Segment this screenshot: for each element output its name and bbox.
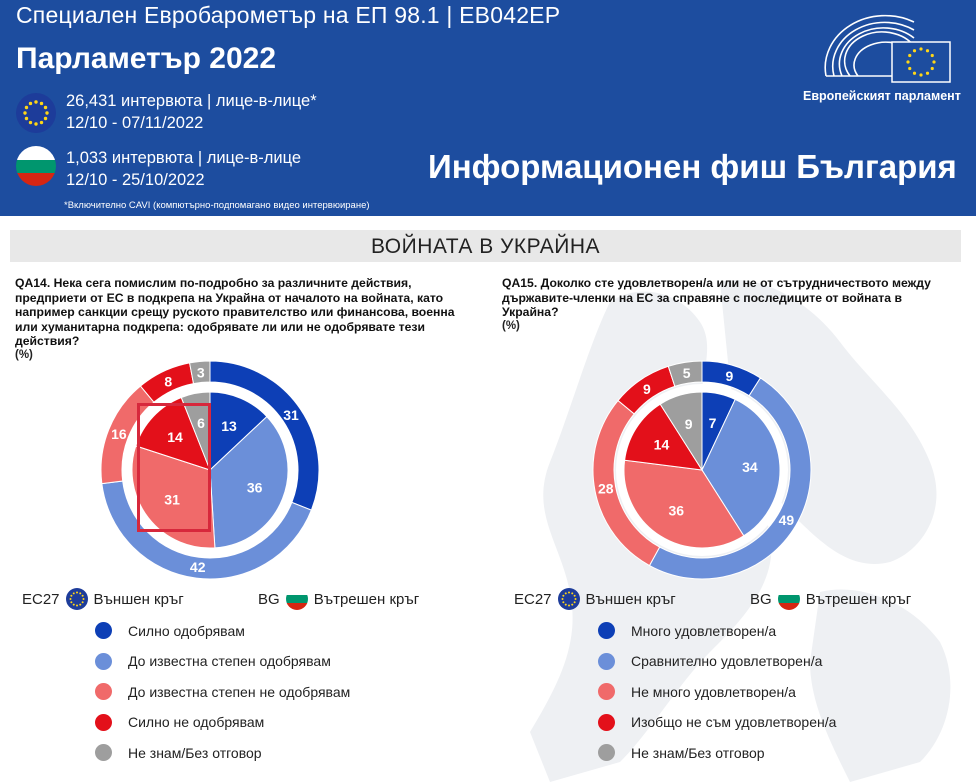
outer-ring-label: Външен кръг xyxy=(585,590,676,608)
legend-label: До известна степен не одобрявам xyxy=(128,683,351,700)
bg-label: BG xyxy=(258,590,280,608)
question-qa14: QA14. Нека сега помислим по-подробно за различните действия, предприети от ЕС в подкрепа на Украйна от началото на войната, като например санкции срещу руското правителство или финансова, военна или хуманитарна подкрепа: одобрявате ли или не одобрявате тези действия? xyxy=(15,276,455,348)
eu-mini-flag-icon xyxy=(558,588,580,610)
method-note: *Включително CAVI (компютърно-подпомагано видео интервюиране) xyxy=(64,200,370,211)
legend-item xyxy=(95,744,262,761)
question-qa15: QA15. Доколко сте удовлетворен/а или не от сътрудничеството между държавите-членки на ЕС за справяне с последиците от войната в Украйна? xyxy=(502,276,931,319)
outer-ring-label-4: 8 xyxy=(164,373,173,390)
outer-ring-label: Външен кръг xyxy=(93,590,184,608)
inner-pie-label-4: 14 xyxy=(653,436,670,453)
legend-item xyxy=(598,744,765,761)
outer-ring-label-5: 5 xyxy=(682,365,691,382)
legend-label: Не много удовлетворен/а xyxy=(631,683,796,700)
legend-item xyxy=(598,714,836,731)
legend-item xyxy=(598,622,776,639)
legend-swatch xyxy=(95,683,112,700)
qa14-inner-key xyxy=(258,588,419,610)
legend-item xyxy=(95,653,331,670)
institution-name: Европейският парламент xyxy=(803,89,961,103)
section-title: ВОЙНАТА В УКРАЙНА xyxy=(10,230,961,262)
legend-item xyxy=(95,622,245,639)
inner-pie-label-2: 36 xyxy=(246,479,263,496)
page-title: Парламетър 2022 xyxy=(16,42,277,75)
inner-pie-label-1: 7 xyxy=(708,415,717,432)
inner-pie-label-2: 34 xyxy=(742,458,758,475)
outer-ring-label-1: 9 xyxy=(725,367,734,384)
bg-mini-flag-icon xyxy=(286,588,308,610)
legend-label: Не знам/Без отговор xyxy=(631,744,765,761)
legend-label: До известна степен одобрявам xyxy=(128,653,331,669)
outer-ring-label-5: 3 xyxy=(196,364,205,381)
inner-pie-label-3: 36 xyxy=(668,502,685,519)
header-banner xyxy=(0,0,976,216)
legend-swatch xyxy=(598,714,615,731)
outer-ring-label-1: 31 xyxy=(283,406,299,423)
bg-dates: 12/10 - 25/10/2022 xyxy=(66,171,205,189)
eu-mini-flag-icon xyxy=(66,588,88,610)
legend-label: Не знам/Без отговор xyxy=(128,744,262,761)
legend-swatch xyxy=(598,744,615,761)
legend-swatch xyxy=(95,714,112,731)
legend-swatch xyxy=(95,653,112,670)
qa15-unit: (%) xyxy=(502,320,520,332)
qa14-unit: (%) xyxy=(15,349,33,361)
legend-label: Много удовлетворен/а xyxy=(631,622,777,639)
qa15-donut-chart xyxy=(587,358,817,583)
eu-interviews: 26,431 интервюта | лице-в-лице* xyxy=(66,92,317,110)
legend-item xyxy=(95,714,264,731)
legend-label: Изобщо не съм удовлетворен/а xyxy=(631,714,837,730)
outer-ring-label-2: 42 xyxy=(189,559,206,576)
eu-label: ЕС27 xyxy=(22,590,60,608)
legend-swatch xyxy=(598,622,615,639)
legend-swatch xyxy=(95,622,112,639)
legend-label: Силно не одобрявам xyxy=(128,714,265,730)
outer-ring-label-2: 49 xyxy=(778,511,795,528)
qa15-outer-key xyxy=(514,588,676,610)
outer-ring-label-3: 28 xyxy=(597,480,614,497)
outer-ring-label-4: 9 xyxy=(643,380,651,397)
legend-item xyxy=(598,653,822,670)
eu-dates: 12/10 - 07/11/2022 xyxy=(66,114,204,132)
eu-label: ЕС27 xyxy=(514,590,552,608)
bg-interviews: 1,033 интервюта | лице-в-лице xyxy=(66,149,302,167)
bulgaria-flag-icon xyxy=(16,146,56,186)
legend-label: Силно одобрявам xyxy=(128,622,245,639)
inner-pie-label-1: 13 xyxy=(221,417,237,434)
inner-pie-label-5: 9 xyxy=(684,415,693,432)
inner-pie-label-3: 31 xyxy=(164,491,180,508)
legend-swatch xyxy=(95,744,112,761)
outer-ring-label-3: 16 xyxy=(111,425,127,442)
legend-swatch xyxy=(598,653,615,670)
inner-pie-label-5: 6 xyxy=(197,414,205,431)
bg-label: BG xyxy=(750,590,772,608)
inner-ring-label: Вътрешен кръг xyxy=(313,590,420,608)
parliament-logo xyxy=(822,14,954,91)
factsheet-title: Информационен фиш България xyxy=(428,148,957,185)
legend-swatch xyxy=(598,683,615,700)
survey-title: Специален Евробарометър на ЕП 98.1 | EB042EP xyxy=(16,2,561,28)
eu-flag-icon xyxy=(16,93,56,133)
qa14-outer-key xyxy=(22,588,184,610)
legend-item xyxy=(95,683,350,700)
highlight-box xyxy=(137,403,211,532)
qa15-inner-key xyxy=(750,588,911,610)
bg-mini-flag-icon xyxy=(778,588,800,610)
inner-pie-label-4: 14 xyxy=(167,429,183,446)
legend-label: Сравнително удовлетворен/а xyxy=(631,653,823,669)
legend-item xyxy=(598,683,796,700)
inner-ring-label: Вътрешен кръг xyxy=(805,590,912,608)
